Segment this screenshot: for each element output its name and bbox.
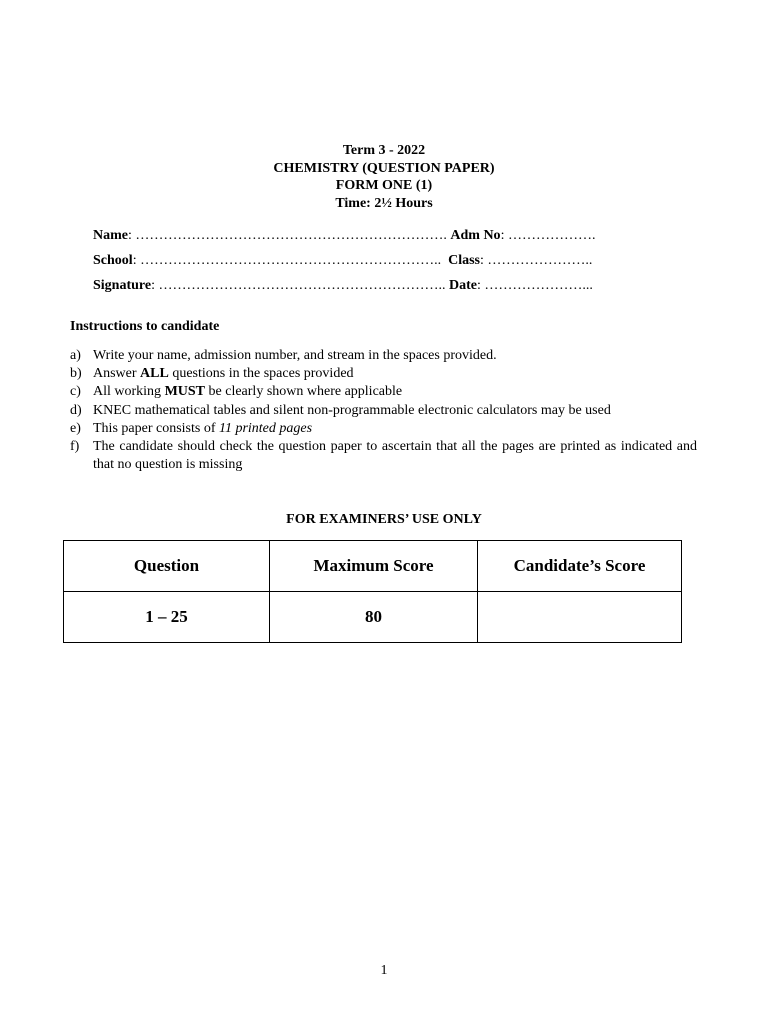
instruction-text: The candidate should check the question paper to ascertain that all the pages are printed as indicated and that no question is missing xyxy=(93,439,697,473)
page-number: 1 xyxy=(380,963,388,978)
instruction-marker: a) xyxy=(70,348,81,363)
school-label: School xyxy=(93,253,133,268)
cell-maximum-score: 80 xyxy=(270,592,478,643)
emphasis-must: MUST xyxy=(164,384,206,400)
school-row xyxy=(93,252,595,277)
instruction-item xyxy=(70,383,697,401)
instruction-text: KNEC mathematical tables and silent non-programmable electronic calculators may be used xyxy=(93,402,611,418)
signature-field[interactable]: : …………………………………………………….. xyxy=(151,278,446,293)
instruction-marker: b) xyxy=(70,366,82,382)
instructions-list xyxy=(70,347,697,474)
adm-label: Adm No xyxy=(450,228,501,243)
instructions-title: Instructions to candidate xyxy=(70,319,220,334)
signature-label: Signature xyxy=(93,278,152,293)
cell-candidate-score[interactable] xyxy=(478,592,682,643)
candidate-fields xyxy=(93,227,595,302)
emphasis-all: ALL xyxy=(140,366,169,382)
header-maximum-score: Maximum Score xyxy=(270,541,478,592)
name-row xyxy=(93,227,595,252)
instruction-marker: f) xyxy=(70,439,80,455)
table-header-row xyxy=(64,541,682,592)
exam-term: Term 3 - 2022 xyxy=(342,143,426,158)
instruction-item xyxy=(70,420,697,438)
signature-row xyxy=(93,277,595,302)
instruction-text: Answer ALL questions in the spaces provided xyxy=(93,366,354,382)
school-field[interactable]: : ……………………………………………………….. xyxy=(132,253,442,268)
instruction-marker: c) xyxy=(70,384,81,400)
cell-question-range: 1 – 25 xyxy=(64,592,270,643)
instruction-text: This paper consists of 11 printed pages xyxy=(93,420,313,436)
name-field[interactable]: : …………………………………………………………. xyxy=(128,228,447,243)
class-field[interactable]: : ………………….. xyxy=(479,253,593,268)
exam-header xyxy=(0,142,768,212)
adm-field[interactable]: : ………………. xyxy=(500,228,596,243)
examiners-title: FOR EXAMINERS’ USE ONLY xyxy=(286,512,482,527)
examiners-score-table xyxy=(63,540,682,643)
instruction-marker: d) xyxy=(70,402,82,418)
header-candidate-score: Candidate’s Score xyxy=(478,541,682,592)
date-label: Date xyxy=(448,278,477,293)
instruction-text: All working MUST be clearly shown where applicable xyxy=(93,384,403,400)
header-question: Question xyxy=(64,541,270,592)
instruction-item xyxy=(70,438,697,474)
instruction-marker: e) xyxy=(70,420,81,436)
instruction-text: Write your name, admission number, and stream in the spaces provided. xyxy=(93,348,497,363)
instruction-item xyxy=(70,402,697,420)
emphasis-pages: 11 printed pages xyxy=(218,420,313,436)
date-field[interactable]: : …………………... xyxy=(476,278,593,293)
exam-time: Time: 2½ Hours xyxy=(335,195,433,211)
exam-form: FORM ONE (1) xyxy=(335,178,433,193)
name-label: Name xyxy=(93,228,128,243)
instruction-item xyxy=(70,365,697,383)
exam-subject: CHEMISTRY (QUESTION PAPER) xyxy=(273,160,495,176)
table-row xyxy=(64,592,682,643)
class-label: Class xyxy=(448,253,480,268)
instruction-item xyxy=(70,347,697,365)
